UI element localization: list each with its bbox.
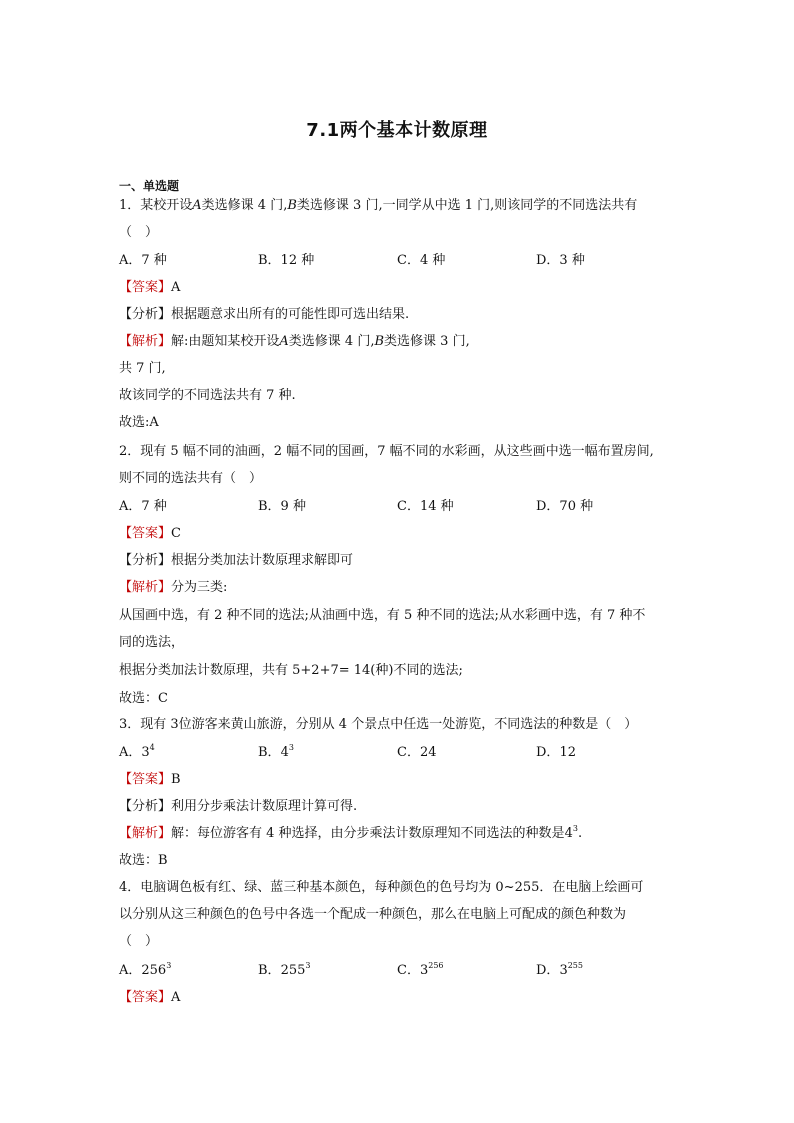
q2-solution-line: 根据分类加法计数原理，共有 5+2+7= 14(种)不同的选法; bbox=[119, 663, 463, 678]
q3-stem: 3．现有 3位游客来黄山旅游，分别从 4 个景点中任选一处游览，不同选法的种数是（ ） bbox=[119, 717, 638, 732]
q4-answer: 【答案】A bbox=[119, 990, 181, 1005]
q1-solution-line: 共 7 门, bbox=[119, 361, 166, 376]
q2-stem: 2．现有 5 幅不同的油画，2 幅不同的国画，7 幅不同的水彩画，从这些画中选一幅布置房间, bbox=[119, 444, 654, 459]
q2-option-a: A．7 种 bbox=[119, 499, 167, 514]
q1-stem-paren: （ ） bbox=[119, 225, 159, 240]
q2-answer: 【答案】C bbox=[119, 526, 181, 541]
q3-analysis: 【分析】利用分步乘法计数原理计算可得. bbox=[119, 799, 358, 814]
q3-solution: 【解析】解：每位游客有 4 种选择，由分步乘法计数原理知不同选法的种数是$4^3$. bbox=[119, 824, 583, 841]
section-header: 一、单选题 bbox=[119, 179, 180, 193]
q3-option-a: A．$3^4$ bbox=[119, 743, 155, 760]
q3-answer: 【答案】B bbox=[119, 772, 181, 787]
q2-option-b: B．9 种 bbox=[258, 499, 306, 514]
q1-answer: 【答案】A bbox=[119, 280, 181, 295]
q4-option-c: C．$3^{256}$ bbox=[397, 961, 444, 978]
q1-option-a: A．7 种 bbox=[119, 253, 167, 268]
q3-option-b: B．$4^3$ bbox=[258, 743, 294, 760]
q2-analysis: 【分析】根据分类加法计数原理求解即可 bbox=[119, 553, 354, 568]
q4-stem-paren: （ ） bbox=[119, 934, 159, 949]
q1-solution-line: 故该同学的不同选法共有 7 种. bbox=[119, 388, 296, 403]
q1-option-b: B．12 种 bbox=[258, 253, 315, 268]
q2-option-d: D．70 种 bbox=[536, 499, 594, 514]
q2-solution-line: 从国画中选，有 2 种不同的选法;从油画中选，有 5 种不同的选法;从水彩画中选，有 7 种不 bbox=[119, 608, 646, 623]
q1-option-c: C．4 种 bbox=[397, 253, 446, 268]
q1-solution: 【解析】解:由题知某校开设A类选修课 4 门,B类选修课 3 门, bbox=[119, 334, 470, 349]
page-title: 7.1两个基本计数原理 bbox=[306, 120, 488, 141]
q3-option-c: C．24 bbox=[397, 745, 437, 760]
q4-option-d: D．$3^{255}$ bbox=[536, 961, 583, 978]
q3-choice: 故选：B bbox=[119, 853, 168, 868]
q1-analysis: 【分析】根据题意求出所有的可能性即可选出结果. bbox=[119, 307, 410, 322]
q1-choice: 故选:A bbox=[119, 415, 159, 430]
q2-choice: 故选：C bbox=[119, 691, 168, 706]
q4-option-a: A．$256^3$ bbox=[119, 961, 172, 978]
q2-option-c: C．14 种 bbox=[397, 499, 454, 514]
q2-solution-line: 同的选法， bbox=[119, 635, 185, 650]
q3-option-d: D．12 bbox=[536, 745, 576, 760]
q4-stem-line: 以分别从这三种颜色的色号中各选一个配成一种颜色，那么在电脑上可配成的颜色种数为 bbox=[119, 907, 627, 922]
q2-stem-line: 则不同的选法共有（ ） bbox=[119, 471, 263, 486]
q1-option-d: D．3 种 bbox=[536, 253, 585, 268]
q1-stem: 1．某校开设A类选修课 4 门,B类选修课 3 门,一同学从中选 1 门,则该同学的不同选法共有 bbox=[119, 198, 638, 213]
q2-solution: 【解析】分为三类: bbox=[119, 580, 228, 595]
q4-stem: 4．电脑调色板有红、绿、蓝三种基本颜色，每种颜色的色号均为 0~255．在电脑上绘画可 bbox=[119, 880, 644, 895]
q4-option-b: B．$255^3$ bbox=[258, 961, 311, 978]
